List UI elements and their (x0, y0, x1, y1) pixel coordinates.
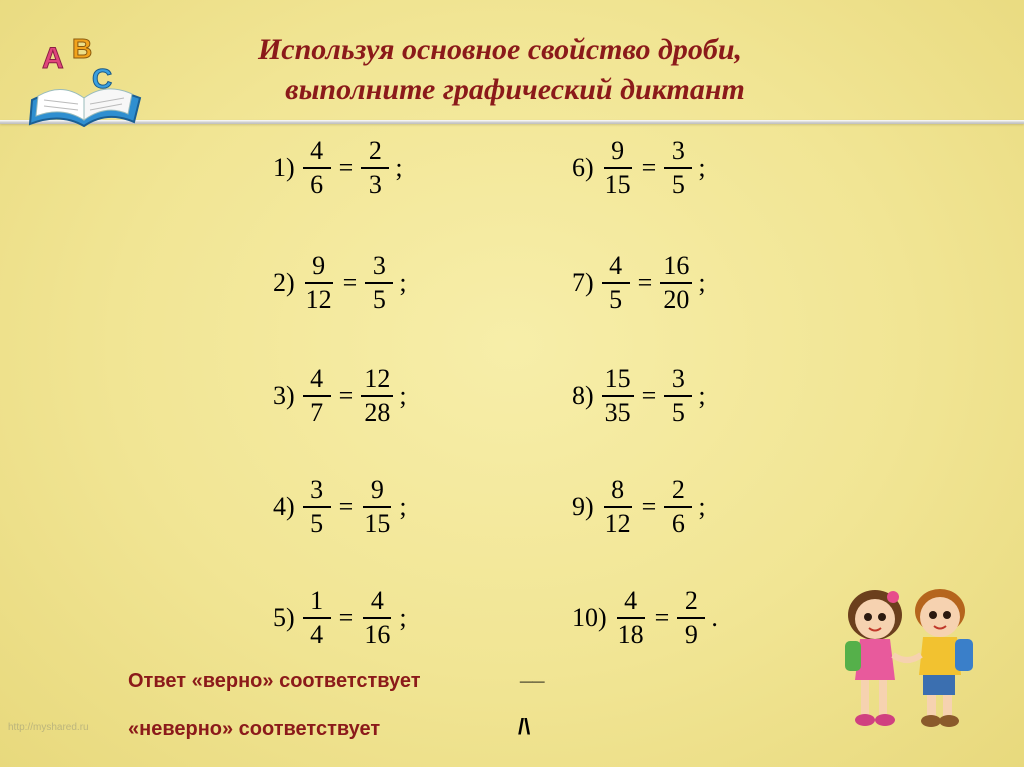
title-line-1: Используя основное свойство дроби, (257, 33, 743, 66)
numerator: 9 (604, 138, 632, 169)
numerator: 9 (305, 253, 333, 284)
numerator: 16 (660, 253, 692, 284)
numerator: 2 (361, 138, 389, 169)
equation-label: 10) (572, 603, 607, 632)
equals-sign: = (338, 603, 354, 632)
denominator: 4 (310, 620, 324, 649)
equals-sign: = (342, 268, 358, 297)
denominator: 20 (663, 285, 690, 314)
numerator: 15 (602, 366, 634, 397)
equals-sign: = (641, 381, 657, 410)
numerator: 4 (303, 138, 331, 169)
numerator: 4 (617, 588, 645, 619)
fraction-left (602, 253, 630, 313)
denominator: 5 (372, 285, 386, 314)
numerator: 3 (664, 366, 692, 397)
fraction-left (303, 138, 331, 198)
numerator: 1 (303, 588, 331, 619)
equation-terminator: ; (399, 492, 407, 521)
equation-7 (572, 243, 706, 323)
fraction-left (303, 477, 331, 537)
equation-terminator: ; (395, 153, 403, 182)
fraction-right (664, 138, 692, 198)
equation-4 (273, 467, 407, 547)
equals-sign: = (654, 603, 670, 632)
equation-2 (273, 243, 407, 323)
equation-terminator: ; (698, 268, 706, 297)
denominator: 16 (364, 620, 391, 649)
equation-terminator: ; (698, 492, 706, 521)
denominator: 5 (609, 285, 623, 314)
equation-label: 3) (273, 381, 295, 410)
fraction-left (602, 477, 634, 537)
equation-label: 9) (572, 492, 594, 521)
fraction-left (602, 366, 634, 426)
numerator: 4 (602, 253, 630, 284)
equation-terminator: . (711, 603, 718, 632)
equation-terminator: ; (698, 381, 706, 410)
denominator: 5 (671, 398, 685, 427)
title-line-2: выполните графический диктант (285, 73, 745, 106)
answer-correct-symbol: __ (520, 660, 545, 685)
fraction-left (303, 588, 331, 648)
denominator: 35 (604, 398, 631, 427)
equation-terminator: ; (698, 153, 706, 182)
numerator: 3 (303, 477, 331, 508)
logo-letter-b: B (72, 33, 93, 64)
denominator: 15 (604, 170, 631, 199)
fraction-left (602, 138, 634, 198)
equation-label: 2) (273, 268, 295, 297)
denominator: 12 (604, 509, 631, 538)
numerator: 4 (303, 366, 331, 397)
equals-sign: = (641, 153, 657, 182)
denominator: 7 (310, 398, 324, 427)
equals-sign: = (641, 492, 657, 521)
equation-label: 4) (273, 492, 295, 521)
numerator: 9 (363, 477, 391, 508)
fraction-right (361, 477, 393, 537)
numerator: 3 (664, 138, 692, 169)
numerator: 12 (361, 366, 393, 397)
equation-terminator: ; (399, 268, 407, 297)
fraction-right (361, 138, 389, 198)
equals-sign: = (637, 268, 653, 297)
numerator: 8 (604, 477, 632, 508)
header-divider (0, 120, 1024, 124)
equation-9 (572, 467, 706, 547)
watermark: http://myshared.ru (8, 722, 89, 733)
equation-label: 6) (572, 153, 594, 182)
fraction-right (677, 588, 705, 648)
equation-1 (273, 128, 403, 208)
abc-book-icon (22, 30, 147, 135)
page-title (150, 30, 850, 110)
denominator: 6 (671, 509, 685, 538)
equation-label: 5) (273, 603, 295, 632)
answer-correct-text: Ответ «верно» соответствует (128, 670, 421, 692)
numerator: 4 (363, 588, 391, 619)
logo-letter-c: C (92, 63, 113, 94)
denominator: 6 (310, 170, 324, 199)
denominator: 3 (368, 170, 382, 199)
denominator: 28 (364, 398, 391, 427)
fraction-left (303, 366, 331, 426)
equals-sign: = (338, 492, 354, 521)
answer-wrong-symbol: /\ (518, 714, 531, 739)
fraction-right (664, 477, 692, 537)
equals-sign: = (338, 153, 354, 182)
equals-sign: = (338, 381, 354, 410)
equation-6 (572, 128, 706, 208)
equation-10 (572, 578, 718, 658)
fraction-left (615, 588, 647, 648)
equation-terminator: ; (399, 603, 407, 632)
denominator: 18 (617, 620, 644, 649)
equation-5 (273, 578, 407, 658)
equation-3 (273, 356, 407, 436)
equation-terminator: ; (399, 381, 407, 410)
fraction-right (660, 253, 692, 313)
answer-wrong-text: «неверно» соответствует (128, 718, 381, 740)
equation-8 (572, 356, 706, 436)
numerator: 2 (677, 588, 705, 619)
fraction-right (664, 366, 692, 426)
denominator: 5 (310, 509, 324, 538)
fraction-right (361, 588, 393, 648)
equation-label: 1) (273, 153, 295, 182)
equation-label: 8) (572, 381, 594, 410)
denominator: 12 (305, 285, 332, 314)
fraction-right (361, 366, 393, 426)
denominator: 9 (684, 620, 698, 649)
fraction-right (365, 253, 393, 313)
denominator: 5 (671, 170, 685, 199)
numerator: 3 (365, 253, 393, 284)
equation-label: 7) (572, 268, 594, 297)
kids-with-backpacks-icon (835, 575, 985, 740)
numerator: 2 (664, 477, 692, 508)
fraction-left (303, 253, 335, 313)
logo-letter-a: A (42, 42, 64, 75)
denominator: 15 (364, 509, 391, 538)
